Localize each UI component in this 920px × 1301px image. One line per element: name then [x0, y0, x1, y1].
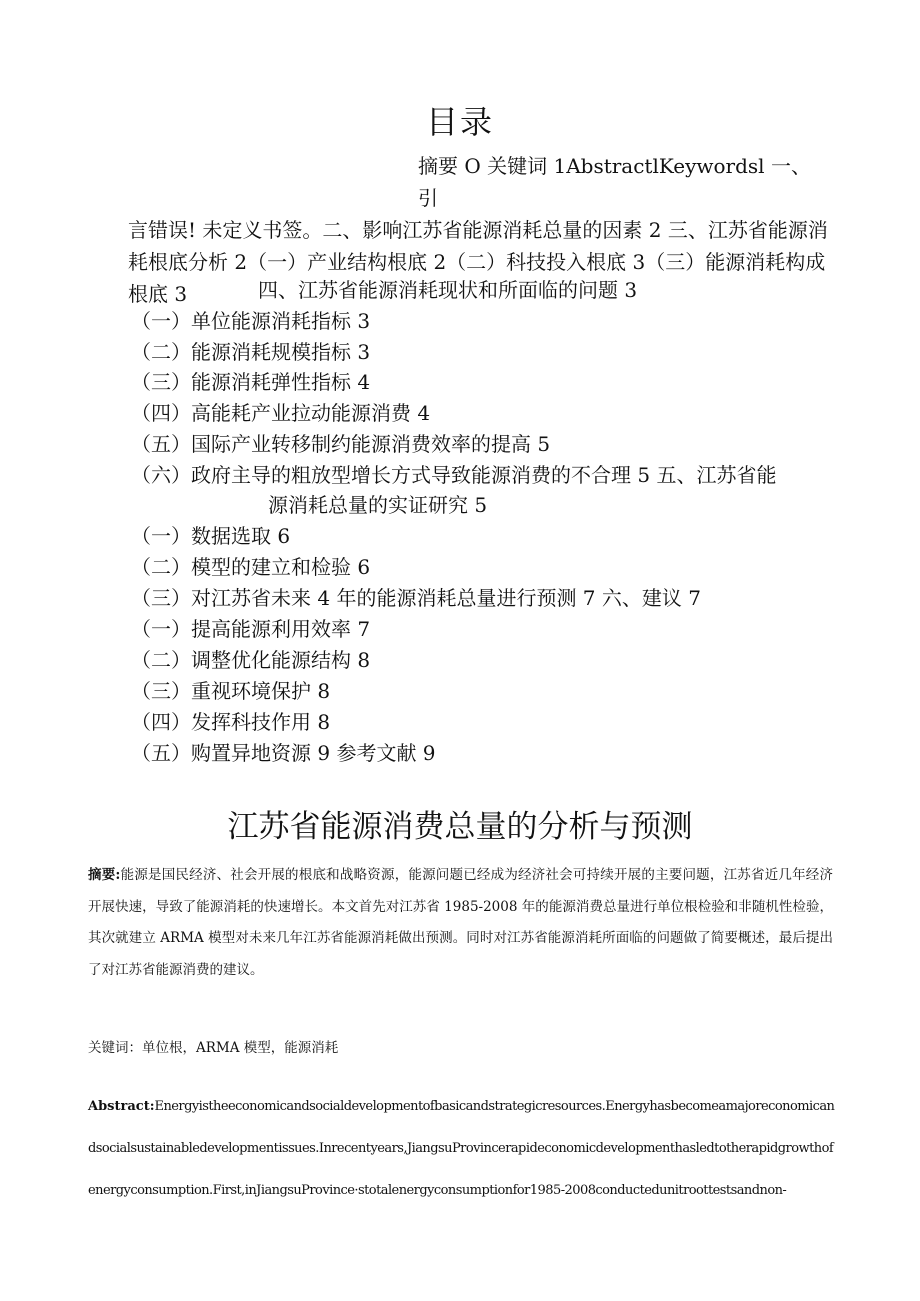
- toc-item: （五）国际产业转移制约能源消费效率的提高 5: [131, 432, 551, 456]
- toc-item: （四）高能耗产业拉动能源消费 4: [131, 401, 431, 425]
- toc-item: （一）提高能源利用效率 7: [131, 617, 371, 641]
- toc-item: （四）发挥科技作用 8: [131, 710, 331, 734]
- toc-item: （三）重视环境保护 8: [131, 679, 331, 703]
- abstract-en-label: Abstract:: [88, 1099, 155, 1114]
- toc-item: （五）购置异地资源 9 参考文献 9: [131, 741, 436, 765]
- toc-item: （一）数据选取 6: [131, 524, 291, 548]
- document-title: 江苏省能源消费总量的分析与预测: [227, 809, 693, 845]
- toc-item: （三）对江苏省未来 4 年的能源消耗总量进行预测 7 六、建议 7: [131, 586, 701, 610]
- abstract-text: 能源是国民经济、社会开展的根底和战略资源，能源问题已经成为经济社会可持续开展的主要问题，江苏省近几年经济开展快速，导致了能源消耗的快速增长。本文首先对江苏省 1985-2008 年的能源消费总量进行单位根检验和非随机性检验，其次就建立 ARMA 模型对未来几年江苏省能源消耗做出预测。同时对江苏省能源消耗所面临的问题做了简要概述，最后提出了对江苏省能源消费的建议。: [88, 867, 834, 978]
- toc-item: （二）能源消耗规模指标 3: [131, 340, 371, 364]
- toc-section-4: 四、江苏省能源消耗现状和所面临的问题 3: [258, 278, 638, 302]
- toc-section-5-continued: 源消耗总量的实证研究 5: [268, 493, 488, 517]
- abstract-english: [88, 1086, 838, 1212]
- keywords-label: 关键词：: [88, 1040, 142, 1056]
- keywords: [88, 1036, 338, 1060]
- toc-intro-first-line: 摘要 O 关键词 1AbstractlKeywordsl 一、引: [418, 154, 811, 210]
- abstract-en-text: Energyistheeconomicandsocialdevelopmentofbasicandstrategicresources.Energyhasbecomeamajoreconomicandsocialsustainabledevelopmentissues.Inrecentyears,JiangsuProvincerapideconomicdevelopmenthasledtotherapidgrowthofenergyconsumption.First,inJiangsuProvince·stotalenergyconsumptionfor1985-2008conductedunitroottestsandnon-: [88, 1099, 835, 1198]
- toc-item: （一）单位能源消耗指标 3: [131, 309, 371, 333]
- abstract-chinese: [88, 860, 833, 986]
- abstract-label: 摘要:: [88, 867, 121, 883]
- toc-item: （六）政府主导的粗放型增长方式导致能源消费的不合理 5 五、江苏省能: [131, 463, 777, 487]
- toc-item: （三）能源消耗弹性指标 4: [131, 370, 371, 394]
- toc-intro-rest: 言错误! 未定义书签。二、影响江苏省能源消耗总量的因素 2 三、江苏省能源消耗根底分析 2（一）产业结构根底 2（二）科技投入根底 3（三）能源消耗构成根底 3: [128, 218, 828, 306]
- toc-item: （二）模型的建立和检验 6: [131, 555, 371, 579]
- keywords-text: 单位根，ARMA 模型，能源消耗: [142, 1040, 339, 1056]
- toc-title: 目录: [425, 103, 494, 141]
- toc-item: （二）调整优化能源结构 8: [131, 648, 371, 672]
